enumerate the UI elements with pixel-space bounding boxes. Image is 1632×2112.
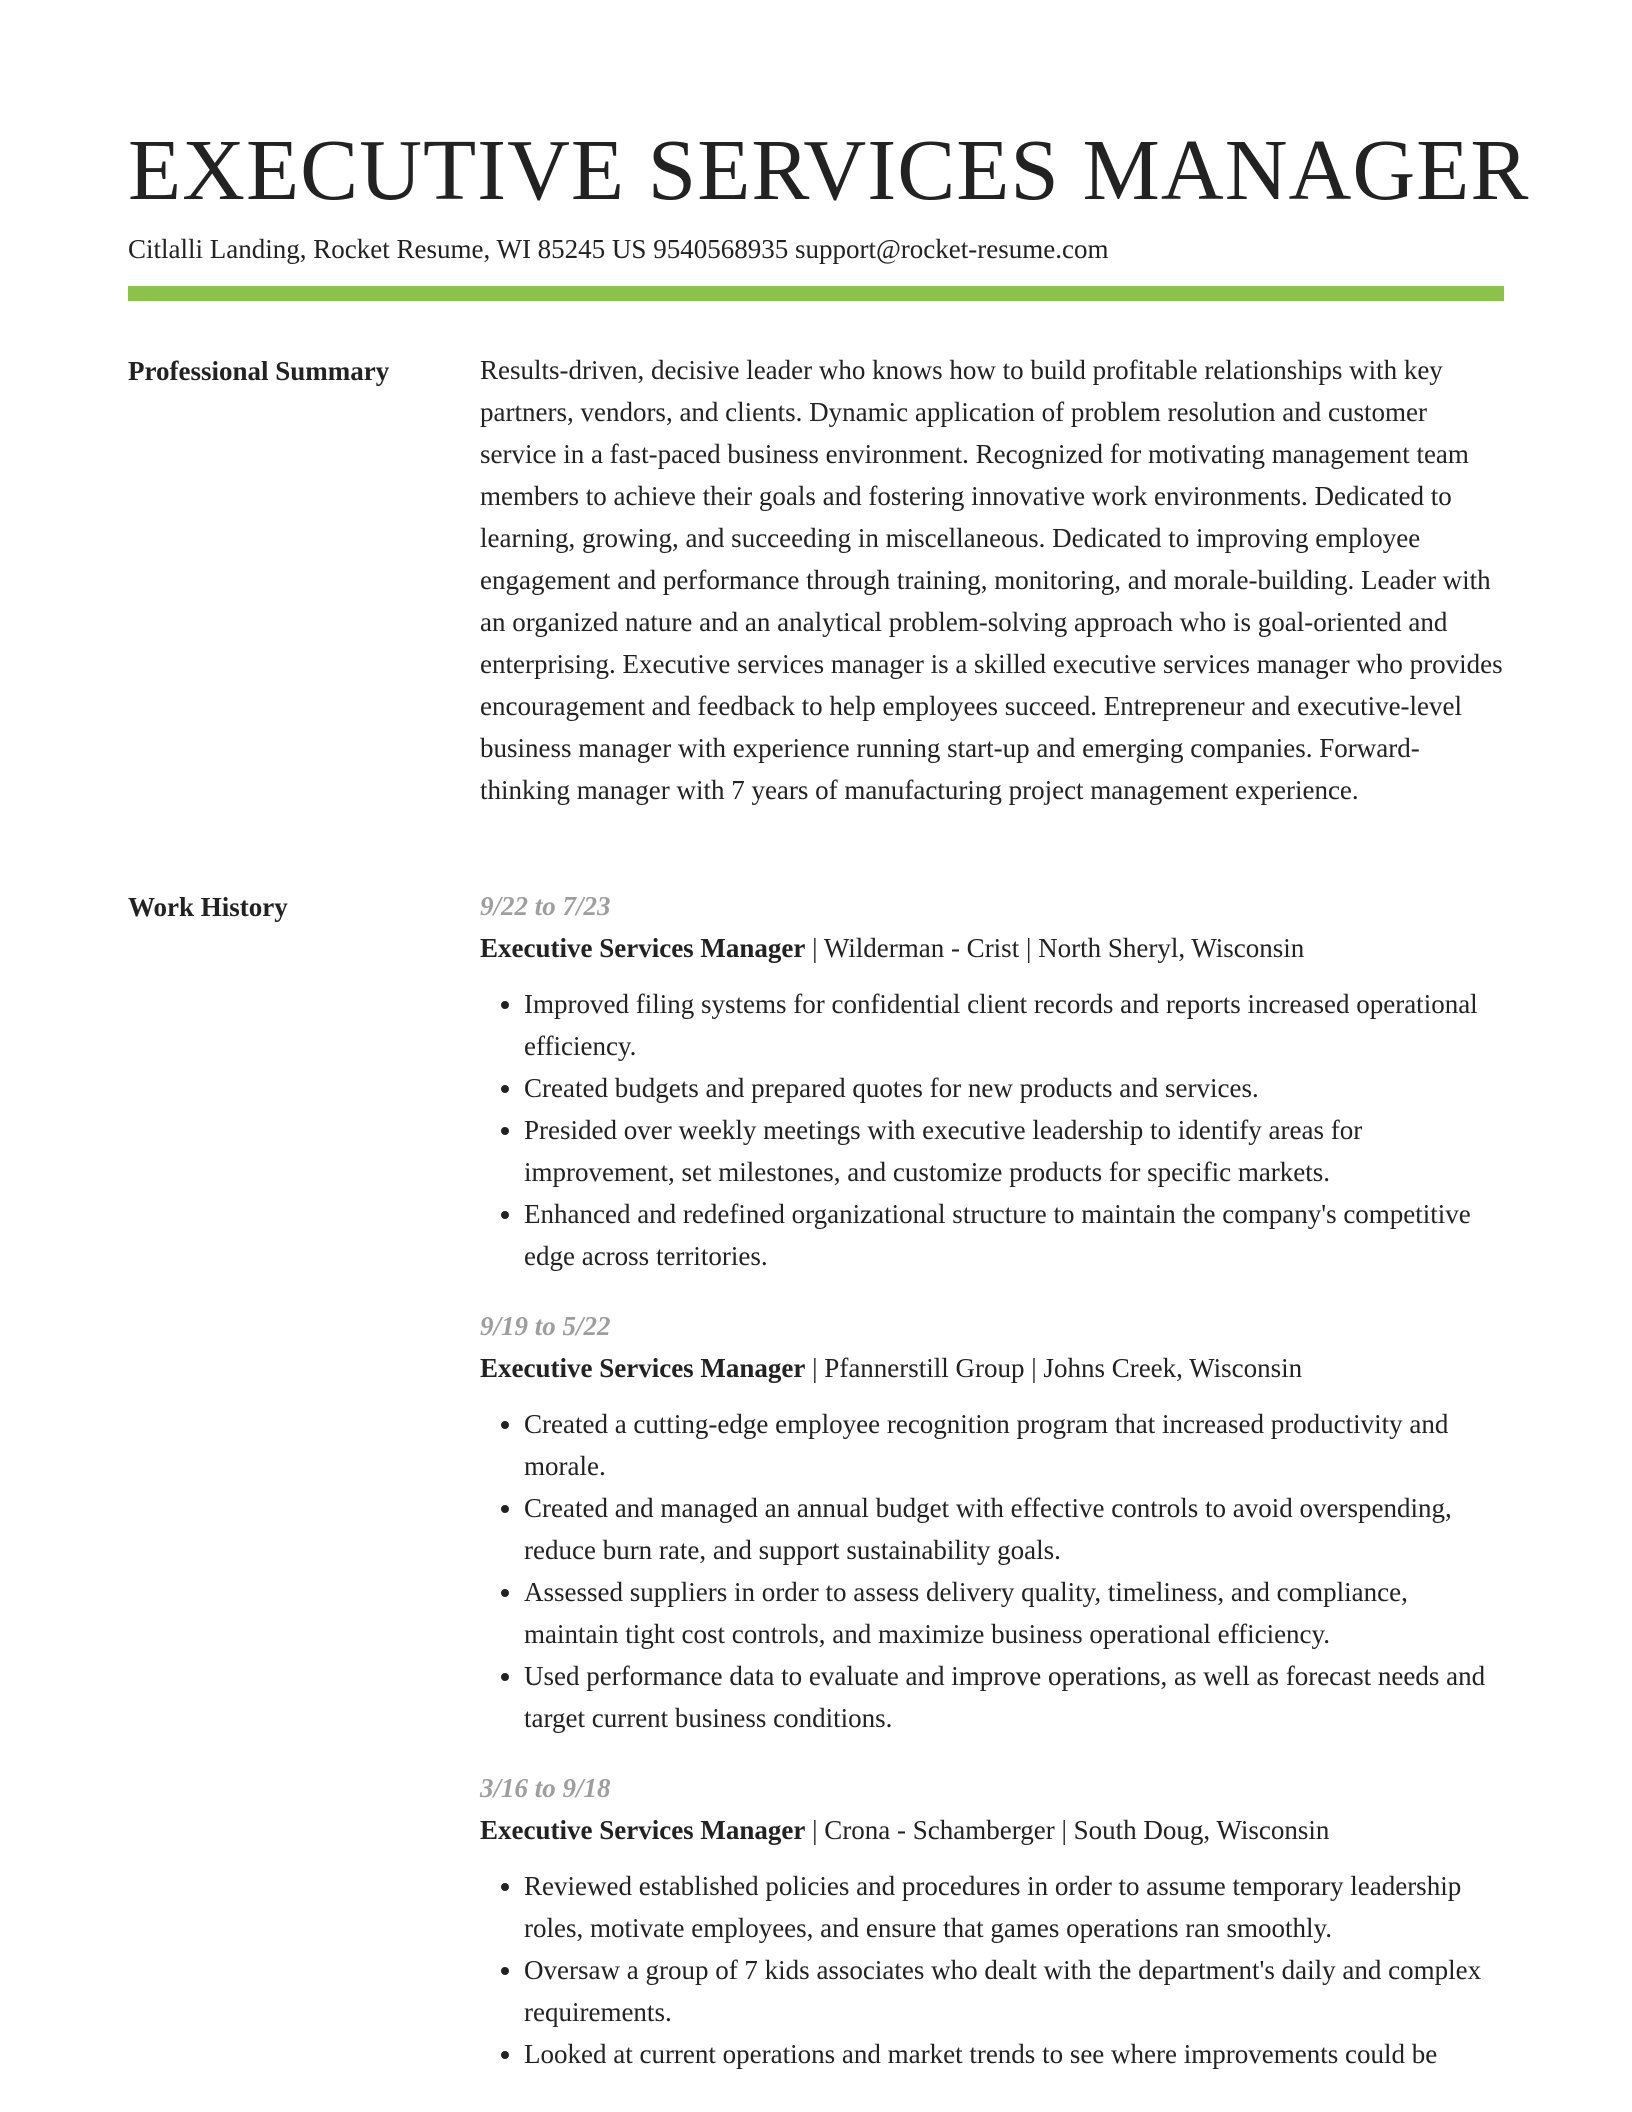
job-heading [480, 1809, 1506, 1851]
job-heading [480, 1347, 1506, 1389]
job-entry [480, 1305, 1506, 1739]
summary-section-body [480, 349, 1506, 811]
job-title: Executive Services Manager [480, 1353, 806, 1383]
job-bullets [480, 1403, 1506, 1739]
job-entry [480, 885, 1506, 1277]
job-bullet: • Enhanced and redefined organizational structure to maintain the company's competitive edge across territories. [524, 1193, 1506, 1277]
job-bullet: • Created and managed an annual budget with effective controls to avoid overspending, reduce burn rate, and support sustainability goals. [524, 1487, 1506, 1571]
resume-title: EXECUTIVE SERVICES MANAGER [128, 121, 1530, 218]
work-history-list [480, 885, 1506, 2103]
job-heading [480, 927, 1506, 969]
job-bullet: • Reviewed established policies and procedures in order to assume temporary leadership roles, motivate employees, and ensure that games operations ran smoothly. [524, 1865, 1506, 1949]
summary-section-label: Professional Summary [128, 356, 390, 386]
job-employer-location: | Pfannerstill Group | Johns Creek, Wisconsin [805, 1353, 1303, 1383]
job-title: Executive Services Manager [480, 1815, 806, 1845]
job-employer-location: | Wilderman - Crist | North Sheryl, Wisconsin [805, 933, 1305, 963]
work-history-section-label: Work History [128, 892, 288, 922]
job-bullets [480, 1865, 1506, 2075]
job-dates: 9/22 to 7/23 [480, 891, 611, 921]
job-bullet: • Improved filing systems for confidential client records and reports increased operational efficiency. [524, 983, 1506, 1067]
job-bullets [480, 983, 1506, 1277]
job-bullet: • Created a cutting-edge employee recognition program that increased productivity and morale. [524, 1403, 1506, 1487]
accent-divider [128, 286, 1504, 301]
job-bullet: • Assessed suppliers in order to assess delivery quality, timeliness, and compliance, maintain tight cost controls, and maximize business operational efficiency. [524, 1571, 1506, 1655]
job-bullet: • Looked at current operations and market trends to see where improvements could be [524, 2033, 1506, 2075]
job-dates: 9/19 to 5/22 [480, 1311, 611, 1341]
job-entry [480, 1767, 1506, 2075]
job-employer-location: | Crona - Schamberger | South Doug, Wisconsin [805, 1815, 1330, 1845]
job-bullet: • Presided over weekly meetings with executive leadership to identify areas for improvement, set milestones, and customize products for specific markets. [524, 1109, 1506, 1193]
job-bullet: • Oversaw a group of 7 kids associates who dealt with the department's daily and complex requirements. [524, 1949, 1506, 2033]
summary-text: Results-driven, decisive leader who knows how to build profitable relationships with key partners, vendors, and clients. Dynamic application of problem resolution and customer service in a fast-paced business environment. Recognized for motivating management team members to achieve their goals and fostering innovative work environments. Dedicated to learning, growing, and succeeding in miscellaneous. Dedicated to improving employee engagement and performance through training, monitoring, and morale-building. Leader with an organized nature and an analytical problem-solving approach who is goal-oriented and enterprising. Executive services manager is a skilled executive services manager who provides encouragement and feedback to help employees succeed. Entrepreneur and executive-level business manager with experience running start-up and emerging companies. Forward-thinking manager with 7 years of manufacturing project management experience. [480, 355, 1503, 805]
contact-line: Citlalli Landing, Rocket Resume, WI 85245 US 9540568935 support@rocket-resume.com [128, 234, 1109, 264]
job-bullet: • Created budgets and prepared quotes for new products and services. [524, 1067, 1506, 1109]
job-bullet: • Used performance data to evaluate and improve operations, as well as forecast needs and target current business conditions. [524, 1655, 1506, 1739]
job-title: Executive Services Manager [480, 933, 806, 963]
job-dates: 3/16 to 9/18 [480, 1773, 611, 1803]
